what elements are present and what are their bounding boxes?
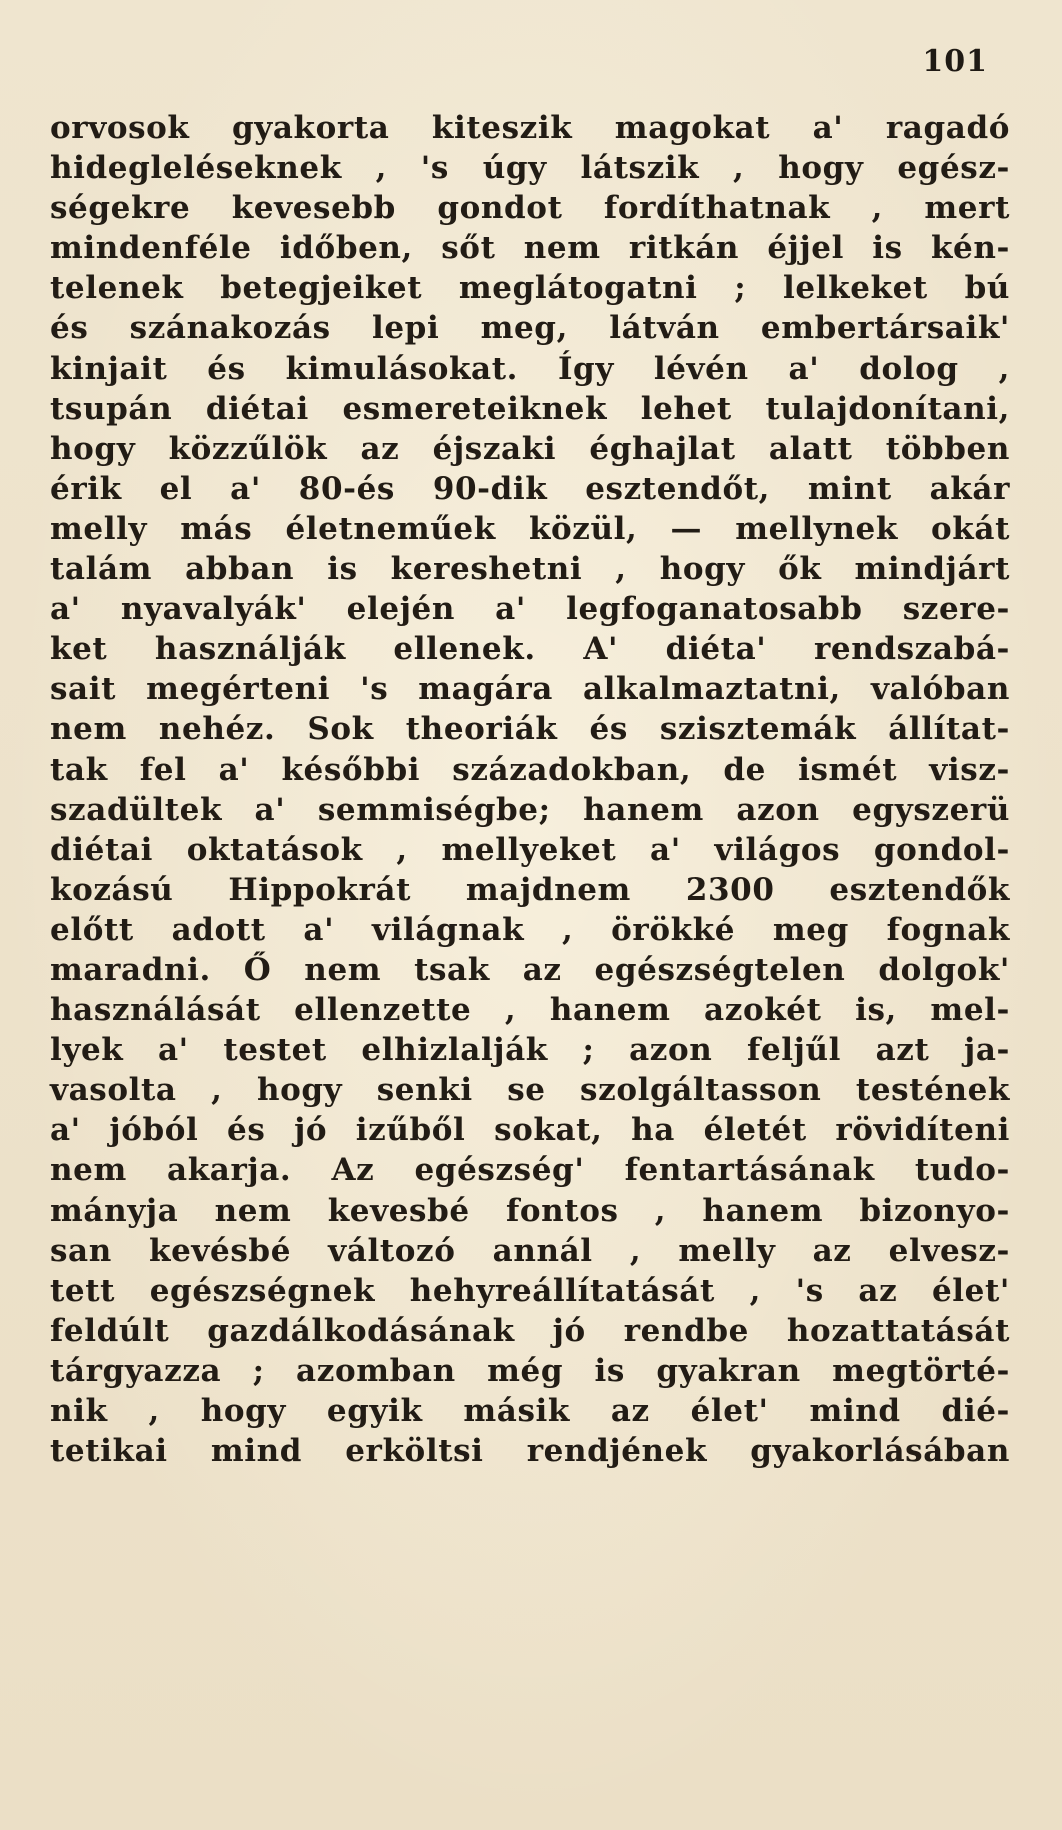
- text-line: előtt adott a' világnak , örökké meg fognak: [50, 911, 1010, 948]
- text-line: tsupán diétai esmereteiknek lehet tulajdonítani,: [50, 390, 1010, 427]
- text-line: tak fel a' későbbi századokban, de ismét visz-: [50, 751, 1010, 788]
- text-line: a' nyavalyák' elején a' legfoganatosabb szere-: [50, 591, 1010, 628]
- text-line: diétai oktatások , mellyeket a' világos gondol-: [50, 831, 1010, 868]
- text-line: tetikai mind erköltsi rendjének gyakorlásában: [50, 1433, 1010, 1470]
- text-line: nem nehéz. Sok theoriák és szisztemák állítat-: [50, 711, 1010, 748]
- text-line: tárgyazza ; azomban még is gyakran megtörté-: [50, 1352, 1010, 1389]
- text-line: használását ellenzette , hanem azokét is, mel-: [50, 992, 1010, 1029]
- text-line: lyek a' testet elhizlalják ; azon feljűl azt ja-: [50, 1032, 1010, 1069]
- body-text: [50, 108, 1010, 1471]
- text-line: hidegleléseknek , 's úgy látszik , hogy egész-: [50, 150, 1010, 187]
- text-line: a' jóból és jó izűből sokat, ha életét rövidíteni: [50, 1112, 1010, 1149]
- text-line: talám abban is kereshetni , hogy ők mindjárt: [50, 551, 1010, 588]
- text-line: ségekre kevesebb gondot fordíthatnak , mert: [50, 190, 1010, 227]
- text-line: sait megérteni 's magára alkalmaztatni, valóban: [50, 671, 1010, 708]
- text-line: san kevésbé változó annál , melly az elvesz-: [50, 1232, 1010, 1269]
- text-line: melly más életneműek közül, — mellynek okát: [50, 510, 1010, 547]
- text-line: kozású Hippokrát majdnem 2300 esztendők: [50, 871, 1010, 908]
- text-line: érik el a' 80-és 90-dik esztendőt, mint akár: [50, 470, 1010, 507]
- text-line: ket használják ellenek. A' diéta' rendszabá-: [50, 631, 1010, 668]
- text-line: nik , hogy egyik másik az élet' mind dié-: [50, 1393, 1010, 1429]
- text-line: tett egészségnek hehyreállítatását , 's az élet': [50, 1272, 1010, 1309]
- text-line: feldúlt gazdálkodásának jó rendbe hozattatását: [50, 1312, 1010, 1349]
- text-line: maradni. Ő nem tsak az egészségtelen dolgok': [50, 951, 1010, 988]
- text-line: orvosok gyakorta kiteszik magokat a' ragadó: [50, 110, 1010, 146]
- text-line: mányja nem kevesbé fontos , hanem bizonyo-: [50, 1192, 1010, 1229]
- text-line: hogy közzűlök az éjszaki éghajlat alatt többen: [50, 430, 1010, 467]
- text-line: szadültek a' semmiségbe; hanem azon egyszerü: [50, 791, 1010, 828]
- page-number: 101: [922, 44, 988, 79]
- text-line: nem akarja. Az egészség' fentartásának tudo-: [50, 1152, 1010, 1189]
- text-line: telenek betegjeiket meglátogatni ; lelkeket bú: [50, 270, 1010, 307]
- text-line: vasolta , hogy senki se szolgáltasson testének: [50, 1072, 1010, 1109]
- text-line: kinjait és kimulásokat. Így lévén a' dolog ,: [50, 350, 1010, 387]
- text-line: és szánakozás lepi meg, látván embertársaik': [50, 310, 1010, 347]
- text-line: mindenféle időben, sőt nem ritkán éjjel is kén-: [50, 230, 1010, 267]
